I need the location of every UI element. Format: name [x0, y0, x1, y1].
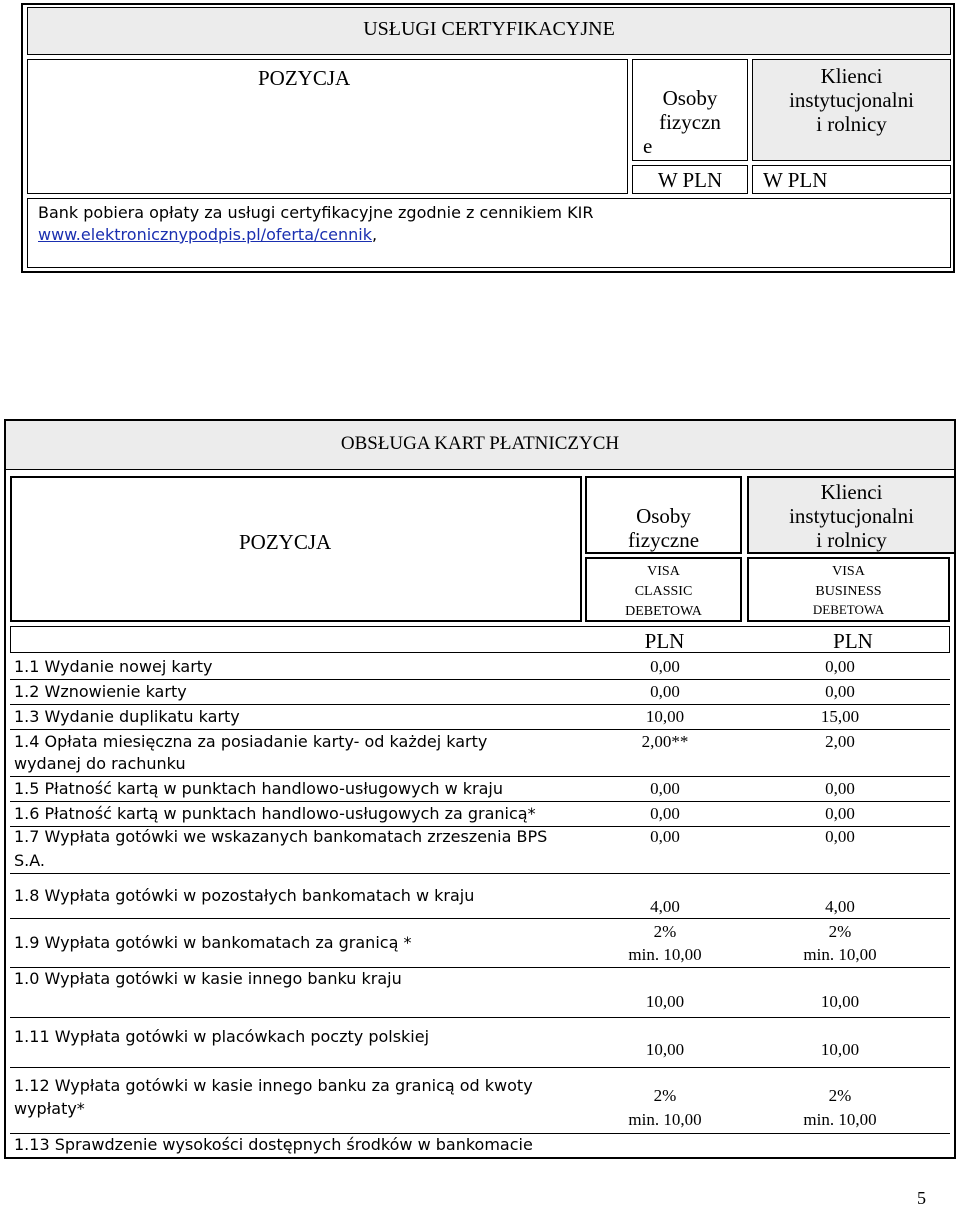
- row-label: 1.4 Opłata miesięczna za posiadanie karty- od każdej karty: [14, 732, 488, 751]
- cert-col2-header-cell: [752, 59, 951, 161]
- row-label: 1.3 Wydanie duplikatu karty: [14, 707, 240, 726]
- cert-col2-line1: Klienci: [820, 64, 883, 88]
- row-value-business: 0,00: [825, 657, 855, 676]
- cards-col1-line2: fizyczne: [627, 528, 700, 552]
- cert-link-suffix: ,: [372, 225, 378, 244]
- row-label: 1.9 Wypłata gotówki w bankomatach za granicą *: [14, 933, 412, 952]
- row-value-business: 0,00: [825, 804, 855, 823]
- row-line: [10, 729, 950, 730]
- row-label: 1.13 Sprawdzenie wysokości dostępnych środków w bankomacie: [14, 1135, 533, 1154]
- card2-line3: DEBETOWA: [812, 602, 885, 617]
- cert-title: USŁUGI CERTYFIKACYJNE: [363, 18, 615, 40]
- cert-col1-header-cell: [632, 59, 748, 161]
- cards-col2-line1: Klienci: [820, 480, 883, 504]
- row-value-business: 10,00: [820, 1040, 860, 1059]
- row-line: [10, 801, 950, 802]
- row-line: [10, 873, 950, 874]
- cert-note: Bank pobiera opłaty za usługi certyfikacyjne zgodnie z cennikiem KIR: [38, 203, 594, 222]
- row-line: [10, 679, 950, 680]
- card1-line1: VISA: [647, 564, 680, 579]
- cards-col2-line2: instytucjonalni: [789, 504, 914, 528]
- row-value-personal: 10,00: [645, 707, 685, 726]
- cert-col1-line2: fizyczn: [659, 110, 721, 134]
- cards-title-cell: [4, 419, 956, 470]
- row-label: 1.7 Wypłata gotówki we wskazanych bankomatach zrzeszenia BPS: [14, 827, 548, 846]
- cards-card2-cell: [747, 557, 950, 622]
- row-value-business-min: min. 10,00: [803, 945, 877, 964]
- row-value-personal: 2%: [653, 922, 677, 941]
- row-label: 1.1 Wydanie nowej karty: [14, 657, 213, 676]
- row-value-business: 0,00: [825, 682, 855, 701]
- cards-title: OBSŁUGA KART PŁATNICZYCH: [340, 433, 620, 454]
- row-value-business: 2%: [828, 1086, 852, 1105]
- row-value-business: 0,00: [825, 779, 855, 798]
- row-value-personal: 0,00: [650, 827, 680, 846]
- cert-link-line: [38, 226, 377, 244]
- cert-col1-unit-cell: [632, 165, 748, 194]
- row-label-cont: wydanej do rachunku: [14, 754, 186, 773]
- cert-note-cell: [27, 198, 951, 268]
- row-value-personal: 0,00: [650, 779, 680, 798]
- row-label: 1.0 Wypłata gotówki w kasie innego banku kraju: [14, 969, 402, 988]
- cert-col2-line3: i rolnicy: [816, 112, 887, 136]
- page-number: 5: [917, 1188, 926, 1208]
- row-value-personal-min: min. 10,00: [628, 945, 702, 964]
- row-value-personal: 10,00: [645, 992, 685, 1011]
- row-label: 1.5 Płatność kartą w punktach handlowo-usługowych w kraju: [14, 779, 503, 798]
- row-line: [10, 1017, 950, 1018]
- row-line: [10, 1067, 950, 1068]
- card1-line2: CLASSIC: [634, 584, 693, 599]
- card2-line1: VISA: [832, 564, 865, 579]
- row-label: 1.8 Wypłata gotówki w pozostałych bankomatach w kraju: [14, 886, 475, 905]
- row-value-business: 2%: [828, 922, 852, 941]
- cert-title-cell: [27, 7, 951, 55]
- row-value-business-min: min. 10,00: [803, 1110, 877, 1129]
- card1-line3: DEBETOWA: [625, 604, 702, 619]
- cert-col2-unit-cell: [752, 165, 951, 194]
- card2-line2: BUSINESS: [815, 584, 882, 599]
- row-label: 1.6 Płatność kartą w punktach handlowo-usługowych za granicą*: [14, 804, 536, 823]
- cards-pozycja-header: POZYCJA: [239, 530, 332, 554]
- cert-col2-line2: instytucjonalni: [789, 88, 914, 112]
- cards-col1-header-cell: [585, 476, 742, 554]
- cert-col1-unit: W PLN: [657, 168, 723, 192]
- row-line: [10, 1133, 950, 1134]
- row-line: [10, 967, 950, 968]
- row-value-business: 10,00: [820, 992, 860, 1011]
- cert-pozycja-cell: [27, 59, 628, 194]
- row-label-cont: wypłaty*: [14, 1099, 85, 1118]
- row-value-business: 4,00: [825, 897, 855, 916]
- row-label-cont: S.A.: [14, 851, 45, 870]
- row-value-personal: 4,00: [650, 897, 680, 916]
- cards-unit2: PLN: [833, 629, 873, 653]
- row-value-business: 2,00: [825, 732, 855, 751]
- row-line: [10, 776, 950, 777]
- cert-col2-unit: W PLN: [763, 168, 828, 192]
- cards-col2-line3: i rolnicy: [816, 528, 887, 552]
- row-value-personal: 0,00: [650, 682, 680, 701]
- row-value-personal: 2%: [653, 1086, 677, 1105]
- cert-pozycja-header: POZYCJA: [258, 66, 351, 90]
- row-value-personal: 0,00: [650, 657, 680, 676]
- row-value-business: 15,00: [820, 707, 860, 726]
- row-label: 1.11 Wypłata gotówki w placówkach poczty polskiej: [14, 1027, 430, 1046]
- row-value-personal: 10,00: [645, 1040, 685, 1059]
- cards-col2-header-cell: [747, 476, 956, 554]
- row-line: [10, 704, 950, 705]
- cert-col1-line3: e: [643, 134, 653, 158]
- row-value-personal: 0,00: [650, 804, 680, 823]
- cards-unit-bar: [10, 626, 950, 653]
- row-label: 1.2 Wznowienie karty: [14, 682, 187, 701]
- cert-pricelist-link[interactable]: www.elektronicznypodpis.pl/oferta/cennik: [38, 225, 373, 244]
- cards-card1-cell: [585, 557, 742, 622]
- row-value-business: 0,00: [825, 827, 855, 846]
- cards-unit1: PLN: [644, 629, 685, 653]
- cards-col1-line1: Osoby: [636, 504, 691, 528]
- row-value-personal: 2,00**: [641, 732, 689, 751]
- cert-col1-line1: Osoby: [662, 86, 718, 110]
- row-line: [10, 918, 950, 919]
- cards-pozycja-cell: [10, 476, 582, 622]
- row-label: 1.12 Wypłata gotówki w kasie innego banku za granicą od kwoty: [14, 1076, 533, 1095]
- row-value-personal-min: min. 10,00: [628, 1110, 702, 1129]
